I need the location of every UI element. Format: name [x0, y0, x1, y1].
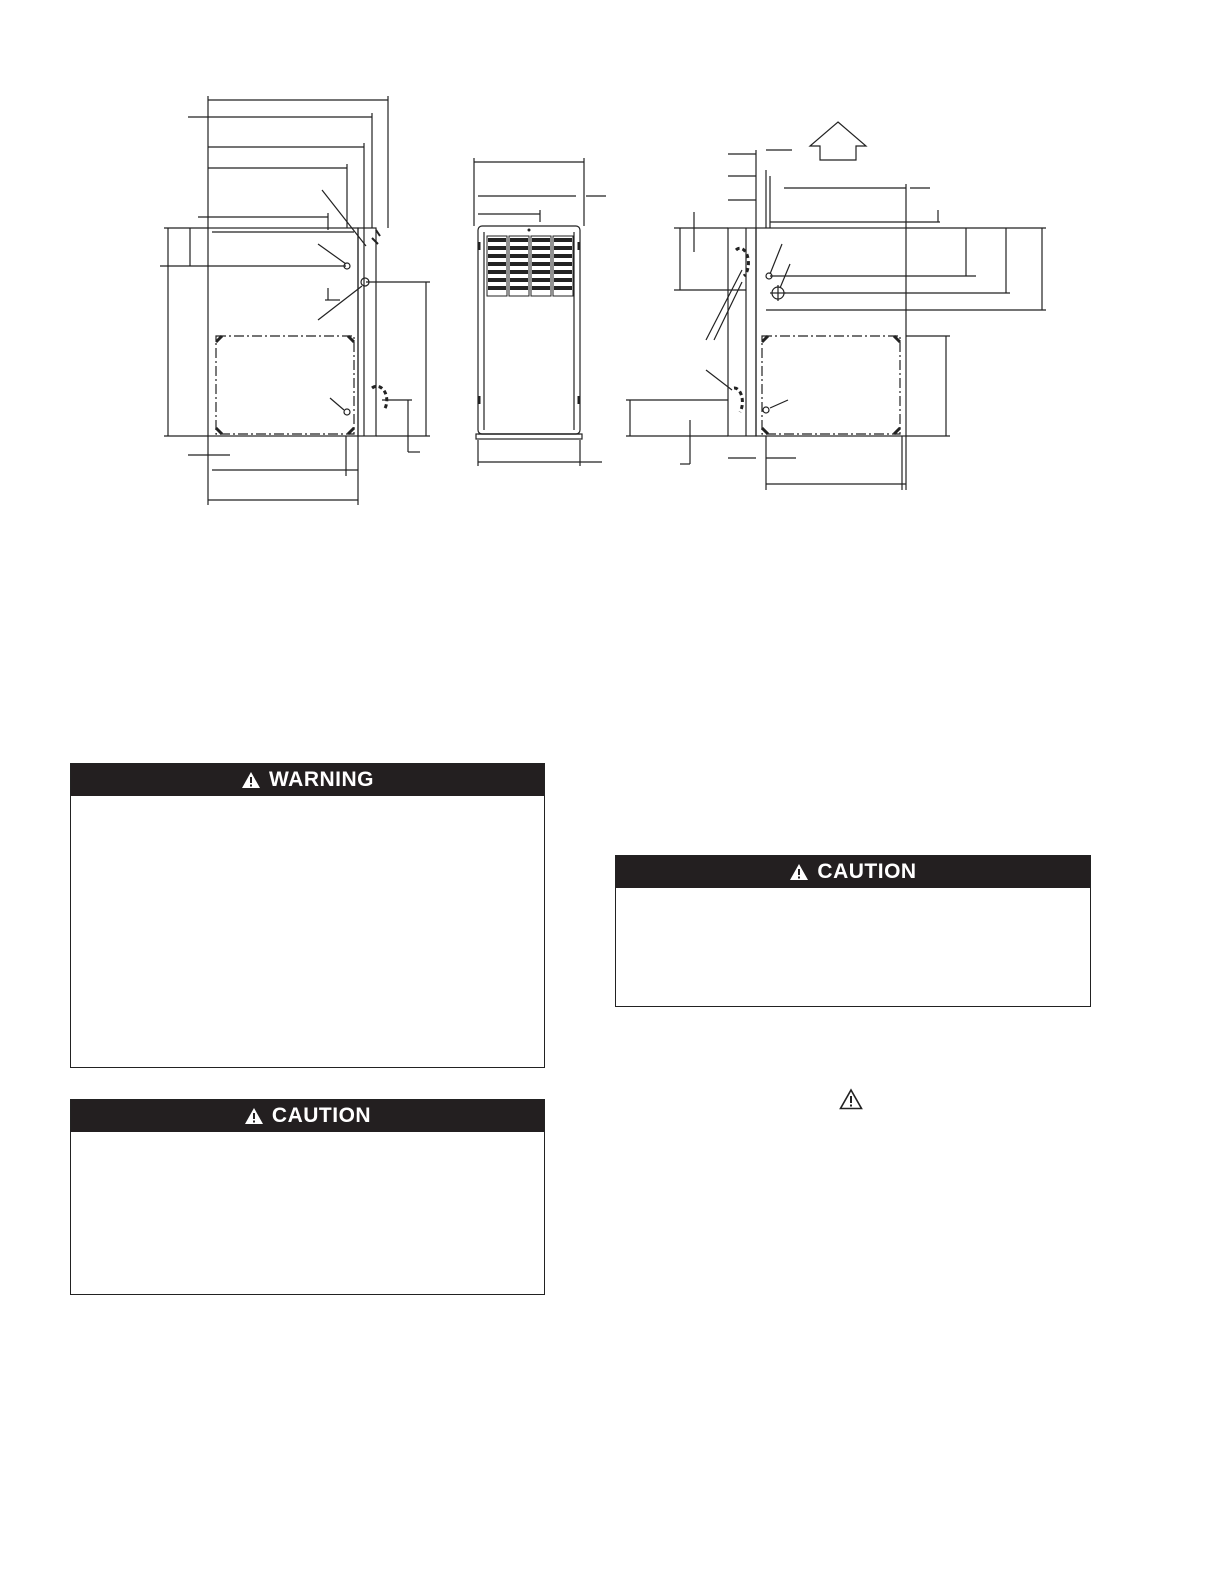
front-view	[474, 158, 606, 466]
alert-triangle-icon	[241, 771, 261, 789]
alert-triangle-icon	[839, 1088, 863, 1110]
warning-box	[70, 763, 545, 1068]
alert-triangle-icon	[789, 863, 809, 881]
caution-box-left	[70, 1099, 545, 1295]
warning-header	[71, 764, 544, 796]
warning-label: WARNING	[269, 768, 374, 791]
caution-label-right: CAUTION	[817, 860, 917, 883]
side-view-left	[160, 96, 430, 505]
caution-header-right	[616, 856, 1090, 888]
caution-header-left	[71, 1100, 544, 1132]
alert-triangle-icon	[244, 1107, 264, 1125]
caution-label-left: CAUTION	[271, 1104, 372, 1127]
caution-box-right	[615, 855, 1091, 1007]
dimension-drawings	[0, 0, 1224, 560]
side-view-right	[626, 122, 1046, 490]
